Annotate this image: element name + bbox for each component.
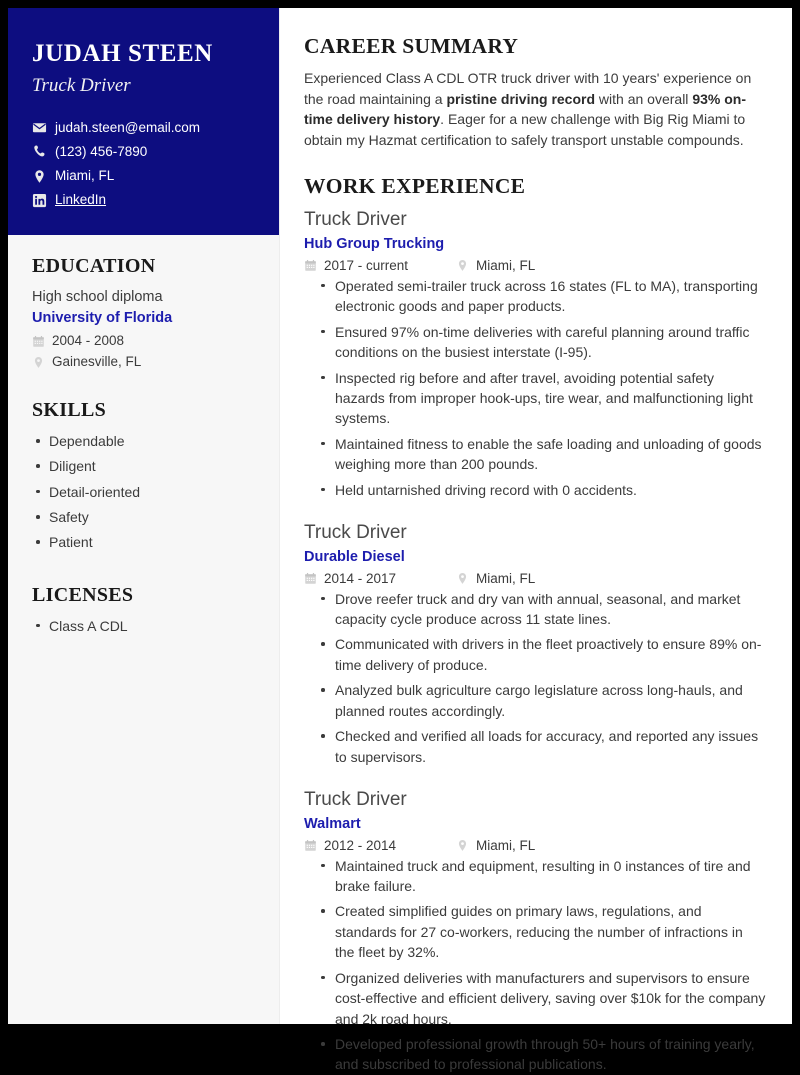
education-location-row — [32, 352, 255, 373]
job-dates: 2012 - 2014 — [324, 837, 397, 853]
list-item: Communicated with drivers in the fleet proactively to ensure 89% on-time delivery of produce. — [317, 634, 766, 675]
main-column — [280, 8, 792, 1073]
experience-entry — [304, 208, 766, 500]
career-summary-section — [304, 34, 766, 150]
career-summary-text — [304, 68, 766, 150]
phone-icon — [32, 144, 47, 159]
summary-part-bold: 93% on-time delivery history — [304, 90, 746, 128]
list-item: Maintained truck and equipment, resulting in 0 instances of tire and brake failure. — [317, 856, 766, 897]
job-dates-row — [304, 838, 456, 853]
list-item: Patient — [32, 532, 255, 552]
licenses-heading: LICENSES — [32, 583, 134, 606]
summary-part: . Eager for a new challenge with Big Rig Miami to obtain my Hazmat certification to safely transport unstable compounds. — [304, 111, 746, 148]
resume-page — [8, 8, 792, 1073]
calendar-icon — [304, 259, 317, 272]
list-item: Maintained fitness to enable the safe loading and unloading of goods weighing more than 200 pounds. — [317, 434, 766, 475]
job-location-row — [456, 571, 535, 586]
list-item: Analyzed bulk agriculture cargo legislature across long-hauls, and planned routes accordingly. — [317, 680, 766, 721]
list-item: Created simplified guides on primary laws, regulations, and standards for 27 co-workers, reducing the number of infractions in the fleet by 32%. — [317, 901, 766, 962]
candidate-name: JUDAH STEEN — [32, 40, 213, 67]
job-dates-row — [304, 571, 456, 586]
education-section — [32, 255, 255, 374]
job-dates-row — [304, 258, 456, 273]
job-title: Truck Driver — [304, 522, 407, 544]
calendar-icon — [304, 572, 317, 585]
summary-part: Experienced Class A CDL OTR truck driver with 10 years' experience on the road maintaining a — [304, 70, 752, 107]
header-block — [8, 8, 279, 235]
work-experience-heading: WORK EXPERIENCE — [304, 174, 526, 199]
education-dates: 2004 - 2008 — [52, 333, 125, 349]
skills-list — [32, 431, 255, 552]
job-company: Durable Diesel — [304, 548, 405, 565]
job-location: Miami, FL — [476, 257, 536, 273]
work-experience-section — [304, 174, 766, 1075]
education-dates-row — [32, 331, 255, 352]
education-heading: EDUCATION — [32, 254, 156, 277]
list-item: Developed professional growth through 50+ hours of training yearly, and subscribed to professional publications. — [317, 1034, 766, 1075]
candidate-role: Truck Driver — [32, 74, 131, 96]
list-item: Detail-oriented — [32, 482, 255, 502]
job-location-row — [456, 838, 535, 853]
job-location-row — [456, 258, 535, 273]
list-item: Held untarnished driving record with 0 accidents. — [317, 480, 766, 500]
map-pin-icon — [456, 259, 469, 272]
licenses-list — [32, 616, 255, 636]
job-meta — [304, 838, 766, 853]
contact-phone-text: (123) 456-7890 — [55, 143, 148, 159]
contact-email — [32, 118, 255, 138]
job-dates: 2017 - current — [324, 257, 409, 273]
summary-part: with an overall — [595, 90, 693, 107]
list-item: Class A CDL — [32, 616, 255, 636]
job-meta — [304, 571, 766, 586]
contact-phone — [32, 142, 255, 162]
contact-linkedin-text[interactable]: LinkedIn — [55, 192, 107, 208]
education-school: University of Florida — [32, 309, 173, 326]
list-item: Checked and verified all loads for accuracy, and reported any issues to supervisors. — [317, 726, 766, 767]
experience-entry — [304, 521, 766, 767]
contact-linkedin[interactable] — [32, 190, 255, 210]
job-bullets — [304, 856, 766, 1075]
calendar-icon — [32, 335, 45, 348]
map-pin-icon — [456, 839, 469, 852]
map-pin-icon — [32, 169, 47, 184]
job-company: Hub Group Trucking — [304, 236, 445, 252]
calendar-icon — [304, 839, 317, 852]
contact-email-text: judah.steen@email.com — [55, 119, 201, 135]
job-location: Miami, FL — [476, 837, 536, 853]
job-meta — [304, 258, 766, 273]
education-degree: High school diploma — [32, 288, 163, 305]
sidebar-body — [8, 235, 279, 641]
licenses-section — [32, 584, 255, 636]
list-item: Operated semi-trailer truck across 16 states (FL to MA), transporting electronic goods and paper products. — [317, 276, 766, 317]
list-item: Safety — [32, 507, 255, 527]
job-title: Truck Driver — [304, 789, 407, 811]
skills-section — [32, 399, 255, 552]
job-bullets — [304, 589, 766, 768]
experience-entry — [304, 788, 766, 1075]
job-company: Walmart — [304, 815, 361, 832]
list-item: Inspected rig before and after travel, avoiding potential safety hazards from improper hook-ups, tire wear, and malfunctioning light systems. — [317, 368, 766, 429]
job-bullets — [304, 276, 766, 500]
map-pin-icon — [456, 572, 469, 585]
job-location: Miami, FL — [476, 570, 536, 586]
contact-location-text: Miami, FL — [55, 168, 115, 183]
list-item: Dependable — [32, 431, 255, 451]
job-title: Truck Driver — [304, 209, 407, 231]
list-item: Diligent — [32, 456, 255, 476]
envelope-icon — [32, 120, 47, 135]
linkedin-icon — [32, 193, 47, 208]
list-item: Organized deliveries with manufacturers and supervisors to ensure cost-effective and efficient delivery, saving over $10k for the company and 2k road hours. — [317, 968, 766, 1029]
sidebar — [8, 8, 280, 1024]
education-location: Gainesville, FL — [52, 354, 142, 370]
contact-list — [32, 118, 255, 211]
list-item: Drove reefer truck and dry van with annual, seasonal, and market capacity cycle produce across 11 state lines. — [317, 589, 766, 630]
map-pin-icon — [32, 356, 45, 369]
contact-location — [32, 166, 255, 186]
summary-part-bold: pristine driving record — [446, 90, 596, 107]
career-summary-heading: CAREER SUMMARY — [304, 34, 519, 58]
job-dates: 2014 - 2017 — [324, 570, 397, 586]
list-item: Ensured 97% on-time deliveries with careful planning around traffic conditions on the busiest interstate (I-95). — [317, 322, 766, 363]
skills-heading: SKILLS — [32, 399, 107, 422]
